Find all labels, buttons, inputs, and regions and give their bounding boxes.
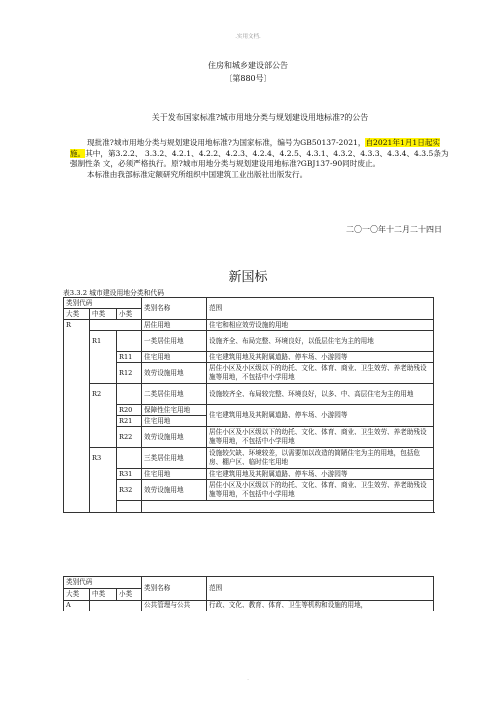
header-name: 类别名称 (142, 298, 207, 320)
scope-cell: 住宅建筑用地及其附属道路、停车场、小游园等 (207, 469, 434, 480)
scope-cell: 设施齐全、布局完整、环境良好，以低层住宅为主的用地 (207, 331, 434, 352)
table-row (64, 427, 434, 448)
name-cell: 一类居住用地 (142, 331, 207, 352)
empty-cell (117, 501, 142, 513)
scope-cell: 设施较齐全、布局较完整、环境良好，以多、中、高层住宅为主的用地 (207, 384, 434, 405)
empty-cell (142, 501, 434, 513)
code-cell: R3 (90, 448, 117, 469)
header-major: 大类 (64, 589, 90, 601)
header-scope: 范围 (207, 298, 434, 320)
scope-cell: 居住小区及小区级以下的幼托、文化、体育、商业、卫生效劳、养老助残设施等用地，不包括中小学用地 (207, 480, 434, 501)
land-use-table-continued (63, 576, 434, 611)
table-row (64, 363, 434, 384)
code-cell: R22 (117, 427, 142, 448)
header-major: 大类 (64, 309, 90, 320)
code-cell: R1 (90, 331, 117, 352)
empty-cell (117, 331, 142, 352)
table-row (64, 501, 434, 513)
effective-date-highlight: 自2021年1月1日起实施。 (70, 138, 441, 158)
notice-number: 〔第880号〕 (224, 74, 272, 83)
empty-cell (90, 469, 117, 513)
table-row (64, 405, 434, 416)
table-caption: 表3.3.2 城市建设用地分类和代码 (63, 289, 165, 297)
name-cell: 公共管理与公共 (142, 601, 207, 611)
section-title: 新国标 (228, 270, 268, 285)
scope-cell: 住宅建筑用地及其附属道路、停车场、小游园等 (207, 405, 434, 427)
notice-subject: 关于发布国家标准?城市用地分类与规划建设用地标准?的公告 (151, 113, 369, 122)
scope-cell: 设施较欠缺、环境较差，以需要加以改造的简陋住宅为主的用地，包括危房、棚户区、临时住宅用地 (207, 448, 434, 469)
header-minor: 小类 (117, 309, 142, 320)
empty-cell (117, 384, 142, 405)
code-cell: R21 (117, 416, 142, 427)
code-cell: R11 (117, 352, 142, 363)
code-cell: R20 (117, 405, 142, 416)
empty-cell (117, 448, 142, 469)
table-row (64, 331, 434, 352)
header-scope: 范围 (207, 577, 434, 601)
scope-cell: 行政、文化、教育、体育、卫生等机构和设施的用地， (207, 601, 434, 611)
header-code: 类别代码 (64, 577, 142, 589)
header-name: 类别名称 (142, 577, 207, 601)
table-row (64, 448, 434, 469)
name-cell: 住宅用地 (142, 469, 207, 480)
empty-cell (64, 331, 90, 513)
code-cell: R31 (117, 469, 142, 480)
empty-cell (90, 601, 142, 611)
name-cell: 二类居住用地 (142, 384, 207, 405)
scope-cell: 居住小区及小区级以下的幼托、文化、体育、商业、卫生效劳、养老助残设施等用地，不包括中小学用地 (207, 363, 434, 384)
page-header-note: .实用文档. (235, 34, 261, 40)
code-cell: R12 (117, 363, 142, 384)
notice-issuer: 住房和城乡建设部公告 (208, 61, 288, 70)
scope-cell: 住宅和相应效劳设施的用地 (207, 320, 434, 331)
table-row (64, 480, 434, 501)
header-code: 类别代码 (64, 298, 142, 309)
name-cell: 保障性住宅用地 (142, 405, 207, 416)
name-cell: 住宅用地 (142, 352, 207, 363)
table-row (64, 352, 434, 363)
table-row (64, 469, 434, 480)
table-row (64, 384, 434, 405)
name-cell: 住宅用地 (142, 416, 207, 427)
notice-paragraph-2: 本标准由我部标准定额研究所组织中国建筑工业出版社出版发行。 (87, 169, 308, 179)
notice-paragraph-1 (70, 138, 450, 170)
code-cell: R32 (117, 480, 142, 501)
name-cell: 效劳设施用地 (142, 363, 207, 384)
header-minor: 小类 (117, 589, 142, 601)
scope-cell: 居住小区及小区级以下的幼托、文化、体育、商业、卫生效劳、养老助残设施等用地，不包括中小学用地 (207, 427, 434, 448)
code-cell: A (64, 601, 90, 611)
name-cell: 效劳设施用地 (142, 427, 207, 448)
scope-cell: 住宅建筑用地及其附属道路、停车场、小游园等 (207, 352, 434, 363)
name-cell: 三类居住用地 (142, 448, 207, 469)
empty-cell (90, 320, 142, 331)
name-cell: 效劳设施用地 (142, 480, 207, 501)
empty-cell (90, 352, 117, 384)
header-medium: 中类 (90, 589, 117, 601)
notice-body (70, 138, 450, 180)
name-cell: 居住用地 (142, 320, 207, 331)
table-row (64, 320, 434, 331)
code-cell: R2 (90, 384, 117, 405)
land-use-table (63, 297, 434, 513)
page-footer-mark: . (247, 676, 249, 682)
table-row (64, 601, 434, 611)
header-medium: 中类 (90, 309, 117, 320)
para1-end: 其中，第3.2.2、 3.3.2、4.2.1、4.2.2、4.2.3、4.2.4、4.2.5、4.3.1、4.3.2、4.3.3、4.3.4、4.3.5条为强制性条 文，必须严格执行。原?城市用地分类与规划建设用地标准?GBJ137-90同时废止。 (70, 148, 449, 169)
empty-cell (90, 405, 117, 448)
notice-date: 二〇一〇年十二月二十四日 (346, 225, 442, 234)
para1-start: 现批准?城市用地分类与规划建设用地标准?为国家标准，编号为GB50137-2021， (87, 138, 366, 147)
code-cell: R (64, 320, 90, 331)
